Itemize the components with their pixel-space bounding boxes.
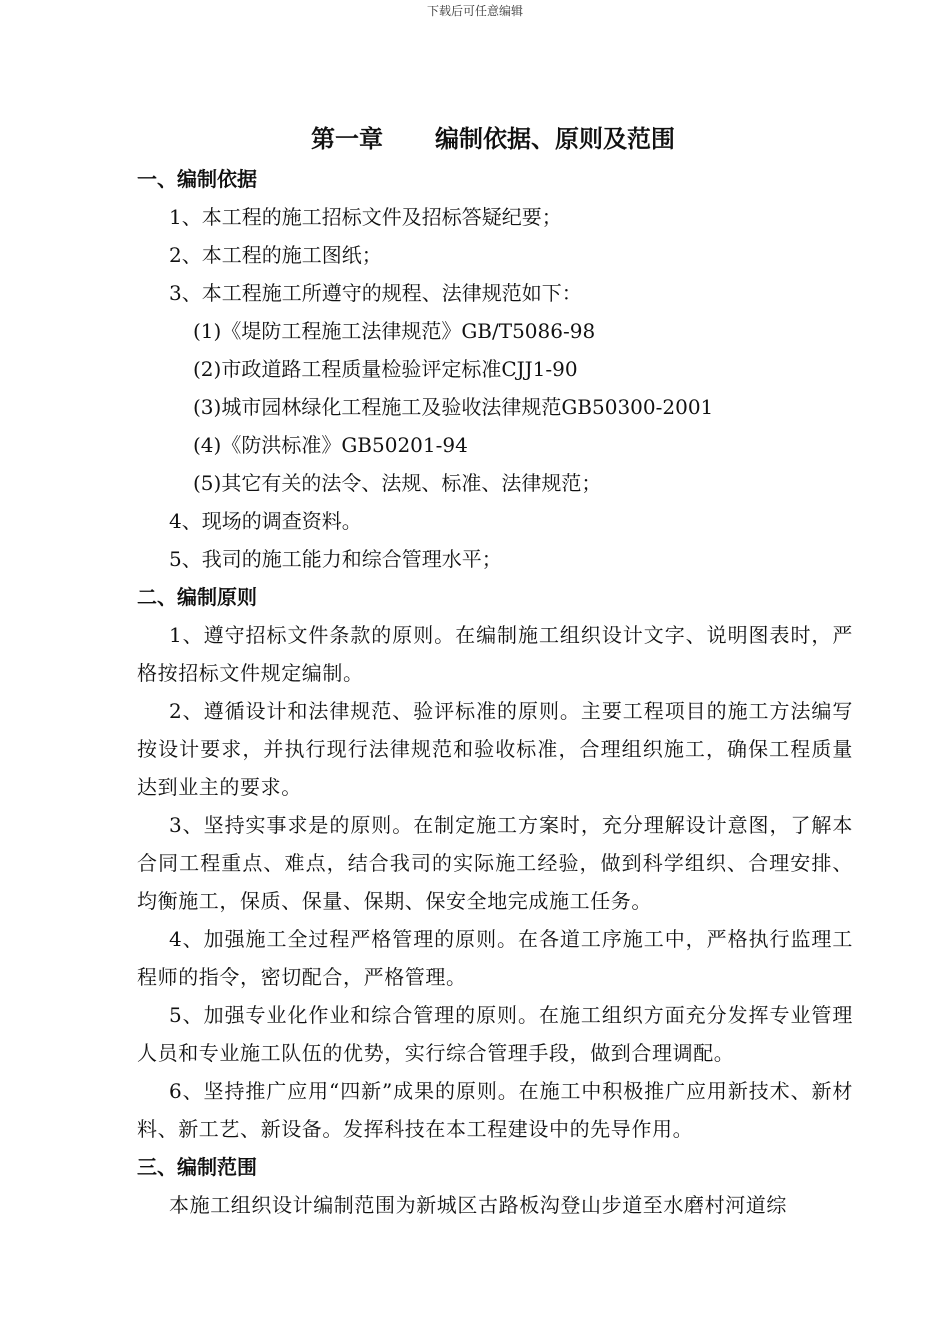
- sub-list-item: (4)《防洪标准》GB50201-94: [193, 433, 468, 457]
- paragraph: 本施工组织设计编制范围为新城区古路板沟登山步道至水磨村河道综: [169, 1193, 787, 1217]
- paragraph: 6、坚持推广应用“四新”成果的原则。在施工中积极推广应用新技术、新材料、新工艺、新设备。发挥科技在本工程建设中的先导作用。: [137, 1079, 853, 1141]
- paragraph: 3、坚持实事求是的原则。在制定施工方案时，充分理解设计意图，了解本合同工程重点、难点，结合我司的实际施工经验，做到科学组织、合理安排、均衡施工，保质、保量、保期、保安全地完成施工任务。: [137, 813, 853, 913]
- chapter-title-text: 编制依据、原则及范围: [435, 125, 675, 153]
- sub-list-item: (3)城市园林绿化工程施工及验收法律规范GB50300-2001: [193, 395, 714, 419]
- list-item: 1、本工程的施工招标文件及招标答疑纪要；: [169, 205, 562, 229]
- sub-list-item: (1)《堤防工程施工法律规范》GB/T5086-98: [193, 319, 596, 343]
- list-item: 5、我司的施工能力和综合管理水平；: [169, 547, 502, 571]
- list-item: 2、本工程的施工图纸；: [169, 243, 382, 267]
- section-heading: 一、编制依据: [137, 167, 257, 191]
- paragraph: 4、加强施工全过程严格管理的原则。在各道工序施工中，严格执行监理工程师的指令，密切配合，严格管理。: [137, 927, 853, 989]
- list-item: 4、现场的调查资料。: [169, 509, 362, 533]
- document-body: [137, 118, 853, 1224]
- chapter-number: 第一章: [311, 125, 383, 153]
- sub-list-item: (5)其它有关的法令、法规、标准、法律规范；: [193, 471, 602, 495]
- section-heading: 三、编制范围: [137, 1155, 257, 1179]
- chapter-title: [133, 118, 853, 160]
- page-header-note: 下载后可任意编辑: [426, 4, 523, 18]
- paragraph: 1、遵守招标文件条款的原则。在编制施工组织设计文字、说明图表时，严格按招标文件规定编制。: [137, 623, 853, 685]
- paragraph: 2、遵循设计和法律规范、验评标准的原则。主要工程项目的施工方法编写按设计要求，并执行现行法律规范和验收标准，合理组织施工，确保工程质量达到业主的要求。: [137, 699, 853, 799]
- sub-list-item: (2)市政道路工程质量检验评定标准CJJ1-90: [193, 357, 578, 381]
- paragraph: 5、加强专业化作业和综合管理的原则。在施工组织方面充分发挥专业管理人员和专业施工队伍的优势，实行综合管理手段，做到合理调配。: [137, 1003, 853, 1065]
- section-heading: 二、编制原则: [137, 585, 257, 609]
- list-item: 3、本工程施工所遵守的规程、法律规范如下：: [169, 281, 582, 305]
